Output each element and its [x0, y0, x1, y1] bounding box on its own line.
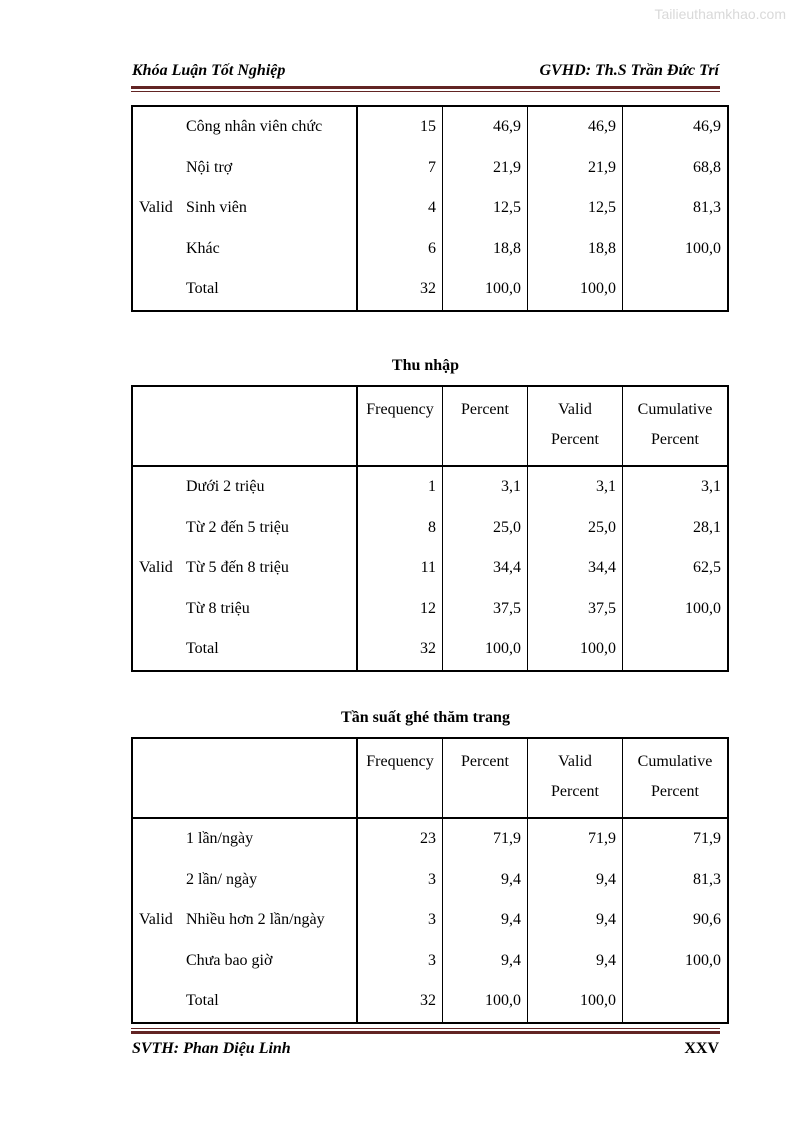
- percent-cell: 9,4: [443, 900, 528, 941]
- percent-cell: 25,0: [443, 508, 528, 549]
- frequency-cell: 6: [357, 229, 443, 270]
- valid-label: [132, 269, 179, 311]
- row-label: Nội trợ: [186, 158, 233, 176]
- percent-cell: 100,0: [443, 981, 528, 1023]
- valid-percent-cell: 100,0: [528, 981, 623, 1023]
- frequency-cell: 12: [357, 589, 443, 630]
- table-row: [132, 269, 728, 311]
- valid-percent-header: Valid Percent: [528, 386, 623, 466]
- row-label: Total: [186, 640, 219, 658]
- percent-cell: 12,5: [443, 188, 528, 229]
- cumulative-percent-header: Cumulative Percent: [623, 386, 729, 466]
- valid-percent-cell: 71,9: [528, 818, 623, 860]
- cumulative-percent-cell: 62,5: [623, 548, 729, 589]
- valid-percent-cell: 37,5: [528, 589, 623, 630]
- valid-label: Valid: [139, 559, 173, 577]
- visit-frequency-table-title: Tần suất ghé thăm trang: [341, 709, 510, 726]
- table-row: [132, 981, 728, 1023]
- percent-cell: 9,4: [443, 860, 528, 901]
- row-label: Công nhân viên chức: [186, 118, 323, 136]
- table-header-row: [132, 738, 728, 818]
- valid-label: Valid: [139, 911, 173, 929]
- table-row: [132, 106, 728, 148]
- watermark: Tailieuthamkhao.com: [654, 6, 786, 22]
- cumulative-percent-cell: 71,9: [623, 818, 729, 860]
- frequency-cell: 32: [357, 981, 443, 1023]
- valid-percent-cell: 100,0: [528, 269, 623, 311]
- row-label: Total: [186, 280, 219, 298]
- cumulative-percent-cell: [623, 981, 729, 1023]
- row-label: Chưa bao giờ: [186, 951, 273, 969]
- frequency-cell: 3: [357, 941, 443, 982]
- row-label: 1 lần/ngày: [186, 830, 254, 848]
- valid-percent-cell: 46,9: [528, 106, 623, 148]
- occupation-table: [131, 105, 729, 312]
- income-table-title: Thu nhập: [391, 357, 460, 374]
- row-label: Khác: [186, 239, 220, 257]
- frequency-cell: 32: [357, 629, 443, 671]
- cumulative-percent-cell: [623, 629, 729, 671]
- thesis-title: Khóa Luận Tốt Nghiệp: [132, 62, 286, 79]
- frequency-cell: 3: [357, 900, 443, 941]
- table-header-row: [132, 386, 728, 466]
- cumulative-percent-header: Cumulative Percent: [623, 738, 729, 818]
- frequency-cell: 3: [357, 860, 443, 901]
- valid-label: [132, 941, 179, 982]
- footer-rule: [131, 1028, 720, 1034]
- cumulative-percent-cell: 3,1: [623, 466, 729, 508]
- percent-header: Percent: [443, 738, 528, 818]
- table-row: [132, 589, 728, 630]
- valid-percent-cell: 9,4: [528, 900, 623, 941]
- valid-percent-cell: 34,4: [528, 548, 623, 589]
- valid-label: [132, 589, 179, 630]
- valid-label: [132, 860, 179, 901]
- table-row: [132, 900, 728, 941]
- page-number: XXV: [684, 1040, 719, 1057]
- frequency-cell: 11: [357, 548, 443, 589]
- income-table: [131, 385, 729, 672]
- percent-cell: 46,9: [443, 106, 528, 148]
- cumulative-percent-cell: 90,6: [623, 900, 729, 941]
- valid-label: [132, 466, 179, 508]
- cumulative-percent-cell: 46,9: [623, 106, 729, 148]
- cumulative-percent-cell: [623, 269, 729, 311]
- table-row: [132, 229, 728, 270]
- cumulative-percent-cell: 68,8: [623, 148, 729, 189]
- page-header: [132, 62, 719, 82]
- valid-label: [132, 981, 179, 1023]
- frequency-cell: 8: [357, 508, 443, 549]
- frequency-header: Frequency: [357, 738, 443, 818]
- table-row: [132, 148, 728, 189]
- valid-percent-cell: 18,8: [528, 229, 623, 270]
- page-footer: [132, 1040, 719, 1058]
- cumulative-percent-cell: 81,3: [623, 860, 729, 901]
- valid-percent-cell: 25,0: [528, 508, 623, 549]
- cumulative-percent-cell: 100,0: [623, 589, 729, 630]
- cumulative-percent-cell: 100,0: [623, 229, 729, 270]
- percent-cell: 100,0: [443, 269, 528, 311]
- row-label: Sinh viên: [186, 199, 247, 217]
- row-label: 2 lần/ ngày: [186, 870, 258, 888]
- header-rule: [131, 86, 720, 92]
- valid-label: [132, 148, 179, 189]
- student-name: SVTH: Phan Diệu Linh: [132, 1040, 291, 1057]
- row-label: Nhiều hơn 2 lần/ngày: [186, 911, 325, 929]
- valid-percent-cell: 21,9: [528, 148, 623, 189]
- table-row: [132, 941, 728, 982]
- valid-label: [132, 629, 179, 671]
- valid-percent-header: Valid Percent: [528, 738, 623, 818]
- valid-label: [132, 508, 179, 549]
- cumulative-percent-cell: 100,0: [623, 941, 729, 982]
- cumulative-percent-cell: 81,3: [623, 188, 729, 229]
- frequency-header: Frequency: [357, 386, 443, 466]
- percent-cell: 21,9: [443, 148, 528, 189]
- row-label: Từ 5 đến 8 triệu: [186, 559, 289, 577]
- table-row: [132, 508, 728, 549]
- percent-cell: 37,5: [443, 589, 528, 630]
- frequency-cell: 4: [357, 188, 443, 229]
- valid-label: Valid: [139, 199, 173, 217]
- table-row: [132, 466, 728, 508]
- percent-cell: 71,9: [443, 818, 528, 860]
- row-label: Total: [186, 992, 219, 1010]
- frequency-cell: 15: [357, 106, 443, 148]
- table-row: [132, 818, 728, 860]
- table-row: [132, 629, 728, 671]
- valid-percent-cell: 9,4: [528, 860, 623, 901]
- percent-header: Percent: [443, 386, 528, 466]
- advisor-name: GVHD: Th.S Trần Đức Trí: [539, 62, 719, 79]
- row-label: Từ 2 đến 5 triệu: [186, 518, 289, 536]
- frequency-cell: 32: [357, 269, 443, 311]
- percent-cell: 100,0: [443, 629, 528, 671]
- table-row: [132, 188, 728, 229]
- valid-percent-cell: 9,4: [528, 941, 623, 982]
- table-row: [132, 860, 728, 901]
- row-label: Từ 8 triệu: [186, 599, 250, 617]
- valid-percent-cell: 12,5: [528, 188, 623, 229]
- frequency-cell: 23: [357, 818, 443, 860]
- visit-frequency-table: [131, 737, 729, 1024]
- table-row: [132, 548, 728, 589]
- valid-label: [132, 818, 179, 860]
- percent-cell: 9,4: [443, 941, 528, 982]
- valid-label: [132, 106, 179, 148]
- percent-cell: 34,4: [443, 548, 528, 589]
- frequency-cell: 1: [357, 466, 443, 508]
- row-label: Dưới 2 triệu: [186, 478, 265, 496]
- valid-percent-cell: 3,1: [528, 466, 623, 508]
- valid-label: [132, 229, 179, 270]
- percent-cell: 3,1: [443, 466, 528, 508]
- cumulative-percent-cell: 28,1: [623, 508, 729, 549]
- percent-cell: 18,8: [443, 229, 528, 270]
- valid-percent-cell: 100,0: [528, 629, 623, 671]
- frequency-cell: 7: [357, 148, 443, 189]
